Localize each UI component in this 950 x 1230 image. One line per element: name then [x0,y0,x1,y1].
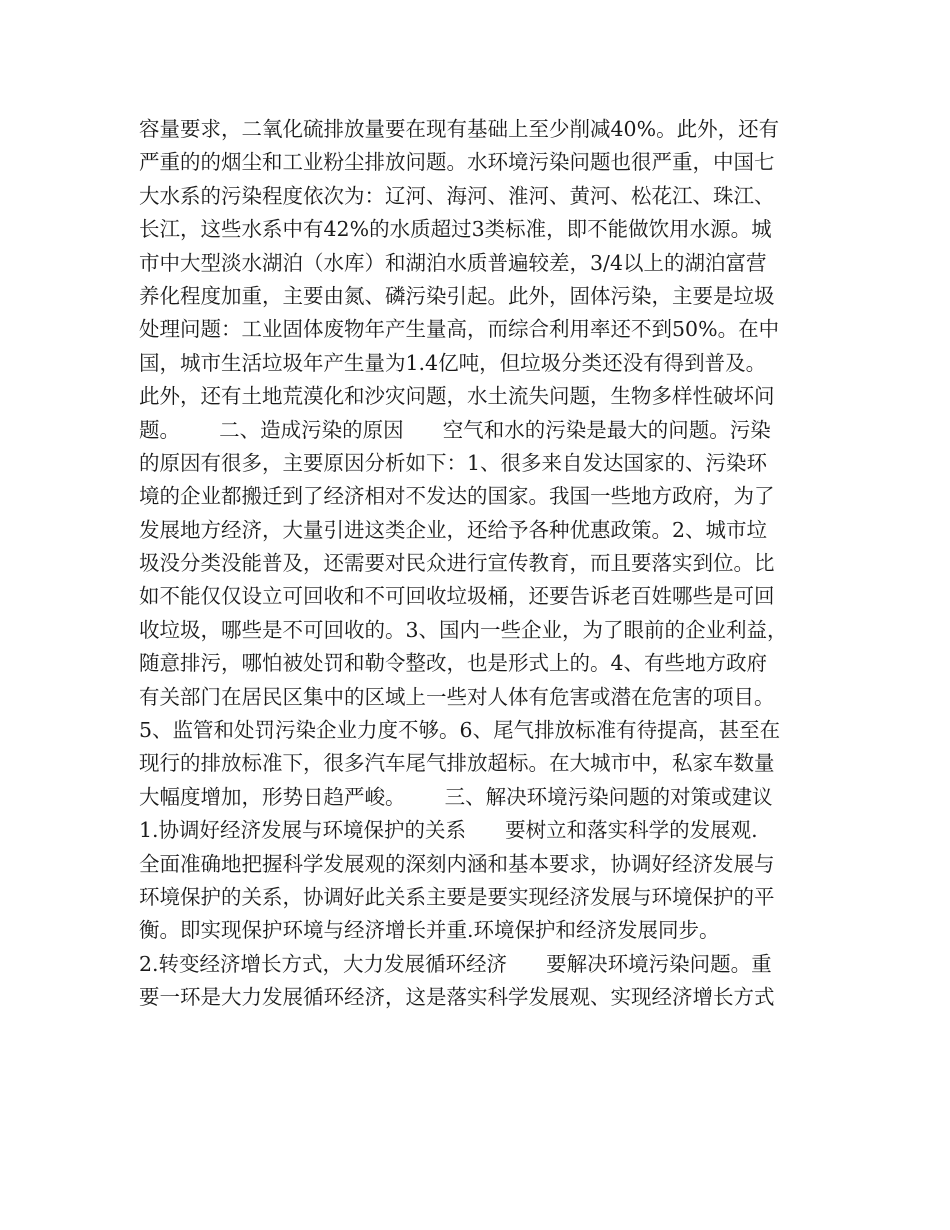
text-line: 如不能仅仅设立可回收和不可回收垃圾桶，还要告诉老百姓哪些是可回 [139,584,775,609]
text-line: 国，城市生活垃圾年产生量为1.4亿吨，但垃圾分类还没有得到普及。 [139,350,767,375]
text-line: 1.协调好经济发展与环境保护的关系 要树立和落实科学的发展观. [139,818,758,843]
text-line: 容量要求，二氧化硫排放量要在现有基础上至少削减40%。此外，还有 [139,117,780,141]
text-line: 2.转变经济增长方式，大力发展循环经济 要解决环境污染问题。重 [139,951,772,976]
text-line: 大幅度增加，形势日趋严峻。 三、解决环境污染问题的对策或建议 [139,784,773,809]
body-text [139,113,829,1015]
text-line: 要一环是大力发展循环经济，这是落实科学发展观、实现经济增长方式 [139,985,775,1010]
text-line: 发展地方经济，大量引进这类企业，还给予各种优惠政策。2、城市垃 [139,517,768,542]
text-line: 长江，这些水系中有42%的水质超过3类标准，即不能做饮用水源。城 [139,217,772,242]
text-line: 全面准确地把握科学发展观的深刻内涵和基本要求，协调好经济发展与 [139,851,775,876]
text-line: 养化程度加重，主要由氮、磷污染引起。此外，固体污染，主要是垃圾 [139,283,775,308]
text-line: 现行的排放标准下，很多汽车尾气排放超标。在大城市中，私家车数量 [139,751,775,776]
text-line: 处理问题：工业固体废物年产生量高，而综合利用率还不到50%。在中 [139,317,780,342]
text-line: 市中大型淡水湖泊（水库）和湖泊水质普遍较差，3/4以上的湖泊富营 [139,250,767,275]
text-line: 此外，还有土地荒漠化和沙灾问题，水土流失问题，生物多样性破坏问 [139,384,775,409]
text-line: 随意排污，哪怕被处罚和勒令整改，也是形式上的。4、有些地方政府 [139,651,768,676]
text-line: 的原因有很多，主要原因分析如下：1、很多来自发达国家的、污染环 [139,450,768,475]
text-line: 大水系的污染程度依次为：辽河、海河、淮河、黄河、松花江、珠江、 [139,183,775,208]
text-line: 严重的的烟尘和工业粉尘排放问题。水环境污染问题也很严重，中国七 [139,150,775,175]
text-line: 衡。即实现保护环境与经济增长并重.环境保护和经济发展同步。 [139,918,720,943]
text-line: 有关部门在居民区集中的区域上一些对人体有危害或潜在危害的项目。 [139,684,775,709]
text-line: 环境保护的关系，协调好此关系主要是要实现经济发展与环境保护的平 [139,884,775,909]
text-line: 收垃圾，哪些是不可回收的。3、国内一些企业，为了眼前的企业利益， [139,617,788,642]
text-line: 境的企业都搬迁到了经济相对不发达的国家。我国一些地方政府，为了 [139,484,775,509]
text-line: 5、监管和处罚污染企业力度不够。6、尾气排放标准有待提高，甚至在 [139,718,781,743]
text-line: 圾没分类没能普及，还需要对民众进行宣传教育，而且要落实到位。比 [139,551,775,576]
text-line: 题。 二、造成污染的原因 空气和水的污染是最大的问题。污染 [139,417,771,442]
